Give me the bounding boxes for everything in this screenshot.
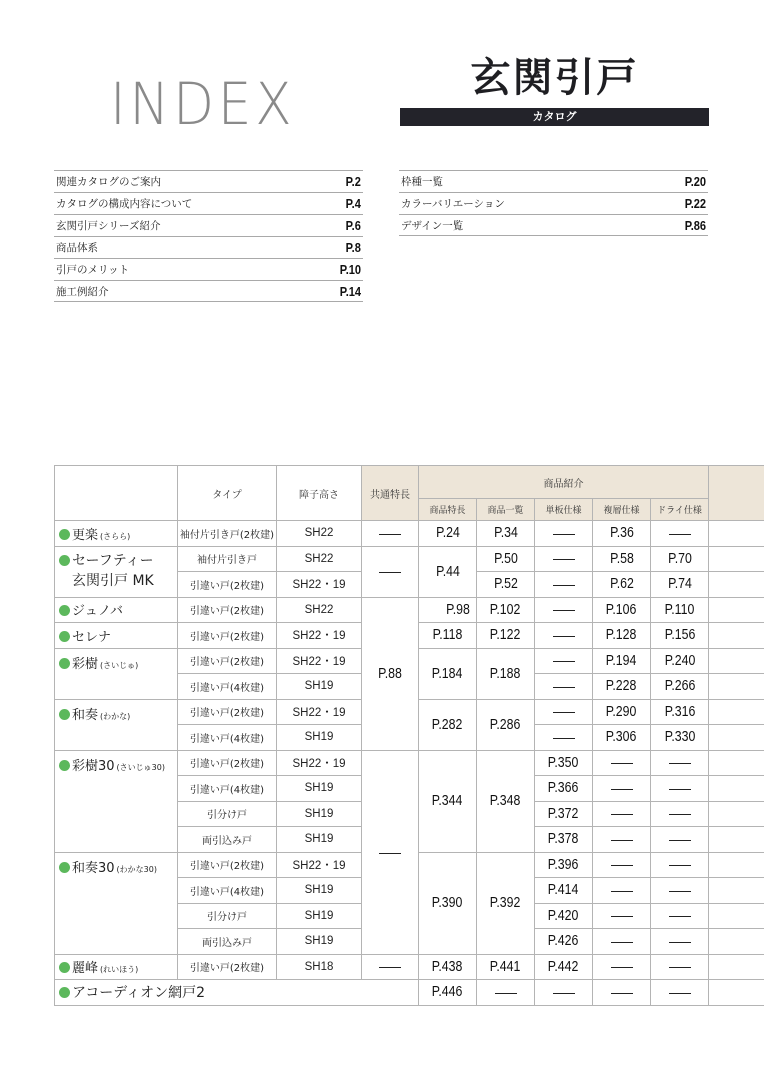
door-type: 引違い戸(2枚建) [178, 572, 277, 598]
toc-item[interactable] [54, 280, 363, 302]
dash [535, 546, 593, 572]
dash [651, 878, 709, 904]
product-name: 和奏30 (わかな30) [55, 852, 178, 954]
door-height: SH22・19 [277, 648, 362, 674]
toc-item[interactable] [399, 170, 708, 192]
table-row [55, 980, 764, 1006]
page-ref[interactable]: P.392 [477, 852, 535, 954]
dash [593, 827, 651, 853]
header-height: 障子高さ [277, 466, 362, 521]
toc-item[interactable] [54, 236, 363, 258]
page-ref[interactable]: P.350 [535, 750, 593, 776]
bullet-icon [59, 555, 70, 566]
product-name: 和奏 (わかな) [55, 699, 178, 750]
dash [535, 699, 593, 725]
table-row [55, 954, 764, 980]
header-extra [709, 466, 764, 521]
toc-item[interactable] [399, 192, 708, 214]
door-type: 両引込み戸 [178, 827, 277, 853]
dash [651, 776, 709, 802]
dash [593, 852, 651, 878]
header-list: 商品一覧 [477, 499, 535, 521]
page-ref[interactable]: P.122 [477, 623, 535, 649]
page-ref[interactable]: P.442 [535, 954, 593, 980]
page-ref[interactable]: P.188 [477, 648, 535, 699]
catalog-subtitle-bar: カタログ [400, 108, 709, 126]
door-type: 引違い戸(2枚建) [178, 648, 277, 674]
toc-page: P.20 [684, 174, 706, 189]
dash [593, 980, 651, 1006]
table-row [55, 546, 764, 572]
header-blank [55, 466, 178, 521]
dash [535, 623, 593, 649]
dash [535, 674, 593, 700]
bullet-icon [59, 862, 70, 873]
header-common: 共通特長 [362, 466, 419, 521]
dash [651, 852, 709, 878]
toc-item[interactable] [54, 258, 363, 280]
page-ref[interactable]: P.128 [593, 623, 651, 649]
toc-label: 施工例紹介 [56, 285, 109, 298]
toc-page: P.4 [345, 196, 361, 211]
bullet-icon [59, 709, 70, 720]
page-ref[interactable]: P.50 [477, 546, 535, 572]
dash [535, 597, 593, 623]
door-type: 引違い戸(2枚建) [178, 750, 277, 776]
dash [593, 903, 651, 929]
dash [651, 827, 709, 853]
header-single: 単板仕様 [535, 499, 593, 521]
door-height: SH22 [277, 546, 362, 572]
toc-page: P.10 [339, 262, 361, 277]
page-ref[interactable]: P.102 [477, 597, 535, 623]
door-type: 引違い戸(4枚建) [178, 776, 277, 802]
page-ref[interactable]: P.306 [593, 725, 651, 751]
toc-right [399, 170, 708, 236]
toc-page: P.8 [345, 240, 361, 255]
door-type: 袖付片引き戸 [178, 546, 277, 572]
product-name: 彩樹 (さいじゅ) [55, 648, 178, 699]
toc-page: P.6 [345, 218, 361, 233]
dash [651, 521, 709, 547]
page-ref[interactable]: P.290 [593, 699, 651, 725]
table-row [55, 597, 764, 623]
bullet-icon [59, 631, 70, 642]
common-dash [362, 954, 419, 980]
dash [651, 954, 709, 980]
page-ref[interactable]: P.52 [477, 572, 535, 598]
dash [593, 801, 651, 827]
door-type: 引違い戸(4枚建) [178, 878, 277, 904]
page-ref[interactable]: P.316 [651, 699, 709, 725]
toc-page: P.14 [339, 283, 361, 299]
page-ref[interactable]: P.110 [651, 597, 709, 623]
page-ref[interactable]: P.156 [651, 623, 709, 649]
product-name: アコーディオン網戸2 [55, 980, 419, 1006]
door-height: SH22・19 [277, 572, 362, 598]
door-type: 引違い戸(2枚建) [178, 954, 277, 980]
page-ref[interactable]: P.378 [535, 827, 593, 853]
toc-label: カラーバリエーション [401, 198, 505, 210]
page-ref[interactable]: P.390 [419, 852, 477, 954]
door-height: SH19 [277, 674, 362, 700]
page-ref[interactable]: P.344 [419, 750, 477, 852]
page-ref[interactable]: P.446 [419, 980, 477, 1006]
door-height: SH19 [277, 776, 362, 802]
page-ref[interactable]: P.426 [535, 929, 593, 955]
page-ref[interactable]: P.438 [419, 954, 477, 980]
door-height: SH19 [277, 903, 362, 929]
page-ref[interactable]: P.396 [535, 852, 593, 878]
page-ref[interactable]: P.88 [362, 597, 419, 750]
toc-item[interactable] [399, 214, 708, 236]
bullet-icon [59, 658, 70, 669]
door-height: SH22・19 [277, 699, 362, 725]
dash [535, 572, 593, 598]
door-height: SH19 [277, 801, 362, 827]
page-ref[interactable]: P.70 [651, 546, 709, 572]
header-dry: ドライ仕様 [651, 499, 709, 521]
product-name: 更楽 (さらら) [55, 521, 178, 547]
page-ref[interactable]: P.118 [419, 623, 477, 649]
page-ref[interactable]: P.184 [419, 648, 477, 699]
toc-label: 関連カタログのご案内 [56, 176, 161, 188]
door-height: SH19 [277, 827, 362, 853]
product-name: 彩樹30 (さいじゅ30) [55, 750, 178, 852]
page-ref[interactable]: P.36 [593, 521, 651, 547]
dash [593, 750, 651, 776]
door-height: SH22・19 [277, 852, 362, 878]
toc-item[interactable] [54, 214, 363, 236]
table-row [55, 521, 764, 547]
dash [593, 954, 651, 980]
page-ref[interactable]: P.240 [651, 648, 709, 674]
door-height: SH22 [277, 597, 362, 623]
dash [651, 750, 709, 776]
toc-label: デザイン一覧 [401, 219, 464, 232]
common-dash [362, 750, 419, 954]
door-type: 引分け戸 [178, 801, 277, 827]
common-dash [362, 546, 419, 597]
page-ref[interactable]: P.282 [419, 699, 477, 750]
common-dash [362, 521, 419, 547]
door-height: SH19 [277, 929, 362, 955]
bullet-icon [59, 760, 70, 771]
header-double: 複層仕様 [593, 499, 651, 521]
dash [651, 801, 709, 827]
door-type: 両引込み戸 [178, 929, 277, 955]
door-type: 引違い戸(2枚建) [178, 852, 277, 878]
door-height: SH22・19 [277, 750, 362, 776]
index-title: INDEX [110, 70, 296, 138]
page-ref[interactable]: P.194 [593, 648, 651, 674]
door-type: 引違い戸(2枚建) [178, 597, 277, 623]
toc-label: 玄関引戸シリーズ紹介 [56, 220, 161, 232]
page-ref[interactable]: P.58 [593, 546, 651, 572]
page-ref[interactable]: P.420 [535, 903, 593, 929]
dash [651, 980, 709, 1006]
toc-item[interactable] [54, 192, 363, 214]
page-ref[interactable]: P.62 [593, 572, 651, 598]
catalog-brand [400, 52, 709, 126]
product-name: ジュノバ [55, 597, 178, 623]
dash [651, 903, 709, 929]
toc-label: 商品体系 [56, 242, 98, 254]
page-ref[interactable]: P.441 [477, 954, 535, 980]
dash [535, 725, 593, 751]
bullet-icon [59, 529, 70, 540]
page-ref[interactable]: P.348 [477, 750, 535, 852]
page-ref[interactable]: P.34 [477, 521, 535, 547]
dash [593, 878, 651, 904]
dash [651, 929, 709, 955]
product-index-table [54, 465, 764, 1006]
page-ref[interactable]: P.414 [535, 878, 593, 904]
door-height: SH22 [277, 521, 362, 547]
page-ref[interactable]: P.24 [419, 521, 477, 547]
product-name: セレナ [55, 623, 178, 649]
door-type: 引違い戸(2枚建) [178, 699, 277, 725]
header-type: タイプ [178, 466, 277, 521]
toc-left [54, 170, 363, 302]
bullet-icon [59, 605, 70, 616]
bullet-icon [59, 987, 70, 998]
header-features: 商品特長 [419, 499, 477, 521]
door-type: 引分け戸 [178, 903, 277, 929]
toc-item[interactable] [54, 170, 363, 192]
dash [535, 648, 593, 674]
toc-page: P.86 [684, 217, 706, 233]
door-height: SH19 [277, 725, 362, 751]
door-type: 引違い戸(2枚建) [178, 623, 277, 649]
dash [593, 929, 651, 955]
dash [535, 980, 593, 1006]
page-ref[interactable]: P.266 [651, 674, 709, 700]
page-ref[interactable]: P.74 [651, 572, 709, 598]
toc-label: 引戸のメリット [56, 264, 130, 276]
page-ref[interactable]: P.44 [419, 546, 477, 597]
toc-page: P.2 [345, 174, 361, 189]
product-name: セーフティー 玄関引戸 MK [55, 546, 178, 597]
page-ref[interactable]: P.106 [593, 597, 651, 623]
page-ref[interactable]: P.98 [419, 597, 477, 623]
door-type: 引違い戸(4枚建) [178, 674, 277, 700]
table-row [55, 750, 764, 776]
door-height: SH22・19 [277, 623, 362, 649]
door-height: SH18 [277, 954, 362, 980]
door-type: 引違い戸(4枚建) [178, 725, 277, 751]
page-ref[interactable]: P.372 [535, 801, 593, 827]
header-intro: 商品紹介 [419, 466, 709, 499]
toc-page: P.22 [684, 196, 706, 211]
product-name: 麗峰 (れいほう) [55, 954, 178, 980]
dash [477, 980, 535, 1006]
door-height: SH19 [277, 878, 362, 904]
door-type: 袖付片引き戸(2枚建) [178, 521, 277, 547]
catalog-title: 玄関引戸 [470, 55, 639, 101]
dash [593, 776, 651, 802]
page-ref[interactable]: P.286 [477, 699, 535, 750]
bullet-icon [59, 962, 70, 973]
toc-label: 枠種一覧 [401, 176, 443, 188]
toc-label: カタログの構成内容について [56, 198, 193, 210]
dash [535, 521, 593, 547]
page-ref[interactable]: P.366 [535, 776, 593, 802]
page-ref[interactable]: P.228 [593, 674, 651, 700]
page-ref[interactable]: P.330 [651, 725, 709, 751]
